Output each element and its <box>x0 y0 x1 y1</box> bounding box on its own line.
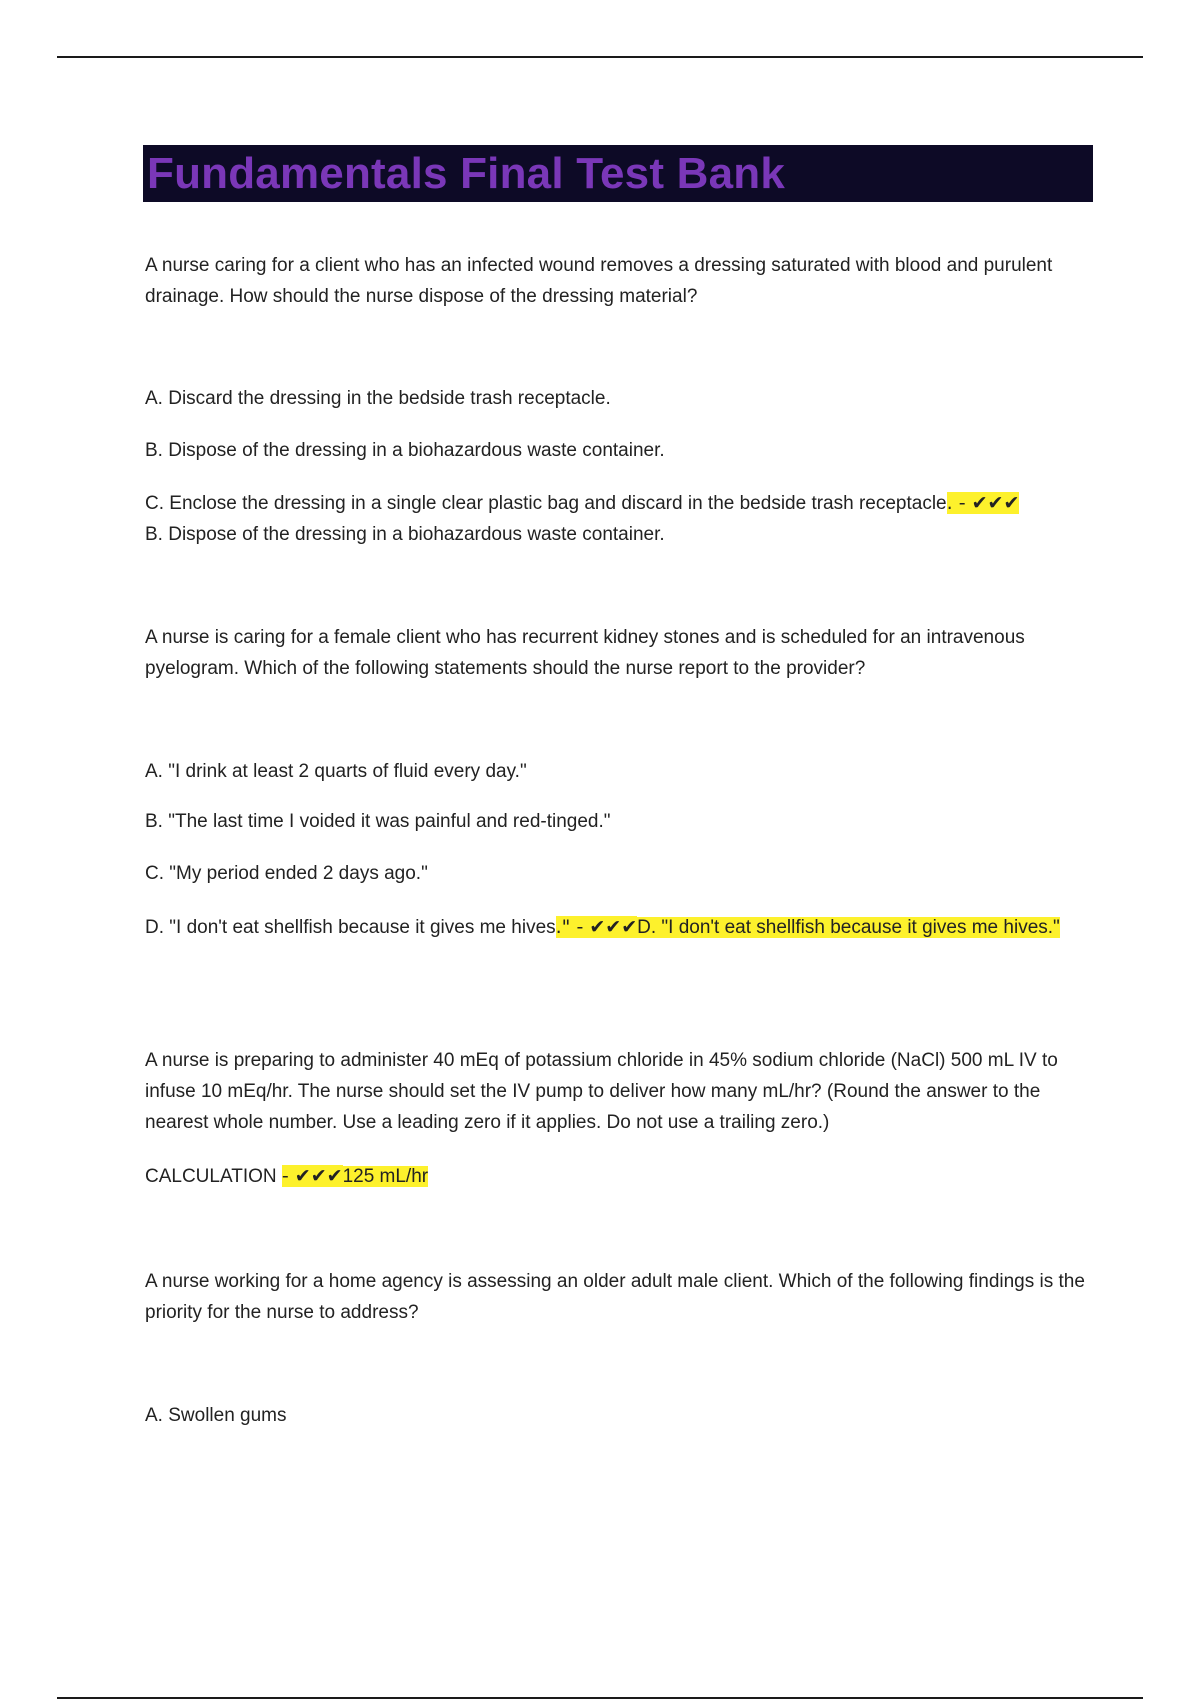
question-2-prompt: A nurse is caring for a female client who has recurrent kidney stones and is scheduled for an intravenous pyelogram. Which of the following statements should the nurse report to the provider? <box>145 627 1025 679</box>
question-3-prompt: A nurse is preparing to administer 40 mEq of potassium chloride in 45% sodium chloride (NaCl) 500 mL IV to infuse 10 mEq/hr. The nurse should set the IV pump to deliver how many mL/hr? (Round the answer to the nearest whole number. Use a leading zero if it applies. Do not use a trailing zero.) <box>145 1050 1058 1133</box>
document-title: Fundamentals Final Test Bank <box>147 148 786 198</box>
question-1-answer: B. Dispose of the dressing in a biohazardous waste container. <box>145 524 665 545</box>
question-4-option-a: A. Swollen gums <box>145 1405 287 1426</box>
question-2-option-d: D. "I don't eat shellfish because it gives me hives <box>145 917 556 938</box>
question-1-option-a: A. Discard the dressing in the bedside trash receptacle. <box>145 388 611 409</box>
question-1-prompt: A nurse caring for a client who has an infected wound removes a dressing saturated with blood and purulent drainage. How should the nurse dispose of the dressing material? <box>145 255 1053 307</box>
question-3-answer: 125 mL/hr <box>342 1166 429 1187</box>
question-2-option-a: A. "I drink at least 2 quarts of fluid every day." <box>145 761 527 782</box>
question-1-option-c-answer <box>145 488 1100 550</box>
question-4-prompt: A nurse working for a home agency is assessing an older adult male client. Which of the following findings is the priority for the nurse to address? <box>145 1271 1085 1323</box>
bottom-rule <box>57 1697 1143 1699</box>
question-3-calculation <box>145 1161 1100 1192</box>
answer-check-icon: . - ✔✔✔ <box>946 492 1020 514</box>
title-banner <box>143 145 1093 202</box>
answer-check-icon: ." - ✔✔✔ <box>555 916 638 938</box>
answer-check-icon: - ✔✔✔ <box>281 1165 343 1187</box>
question-2-option-d-answer <box>145 912 1100 943</box>
question-2-option-b: B. "The last time I voided it was painful and red-tinged." <box>145 811 611 832</box>
question-1-option-c: C. Enclose the dressing in a single clear plastic bag and discard in the bedside trash receptacle <box>145 493 947 514</box>
top-rule <box>57 56 1143 58</box>
question-2-answer: D. "I don't eat shellfish because it gives me hives." <box>637 917 1060 938</box>
question-2-option-c: C. "My period ended 2 days ago." <box>145 863 428 884</box>
question-1-option-b: B. Dispose of the dressing in a biohazardous waste container. <box>145 440 665 461</box>
question-3-calculation-label: CALCULATION <box>145 1166 282 1187</box>
